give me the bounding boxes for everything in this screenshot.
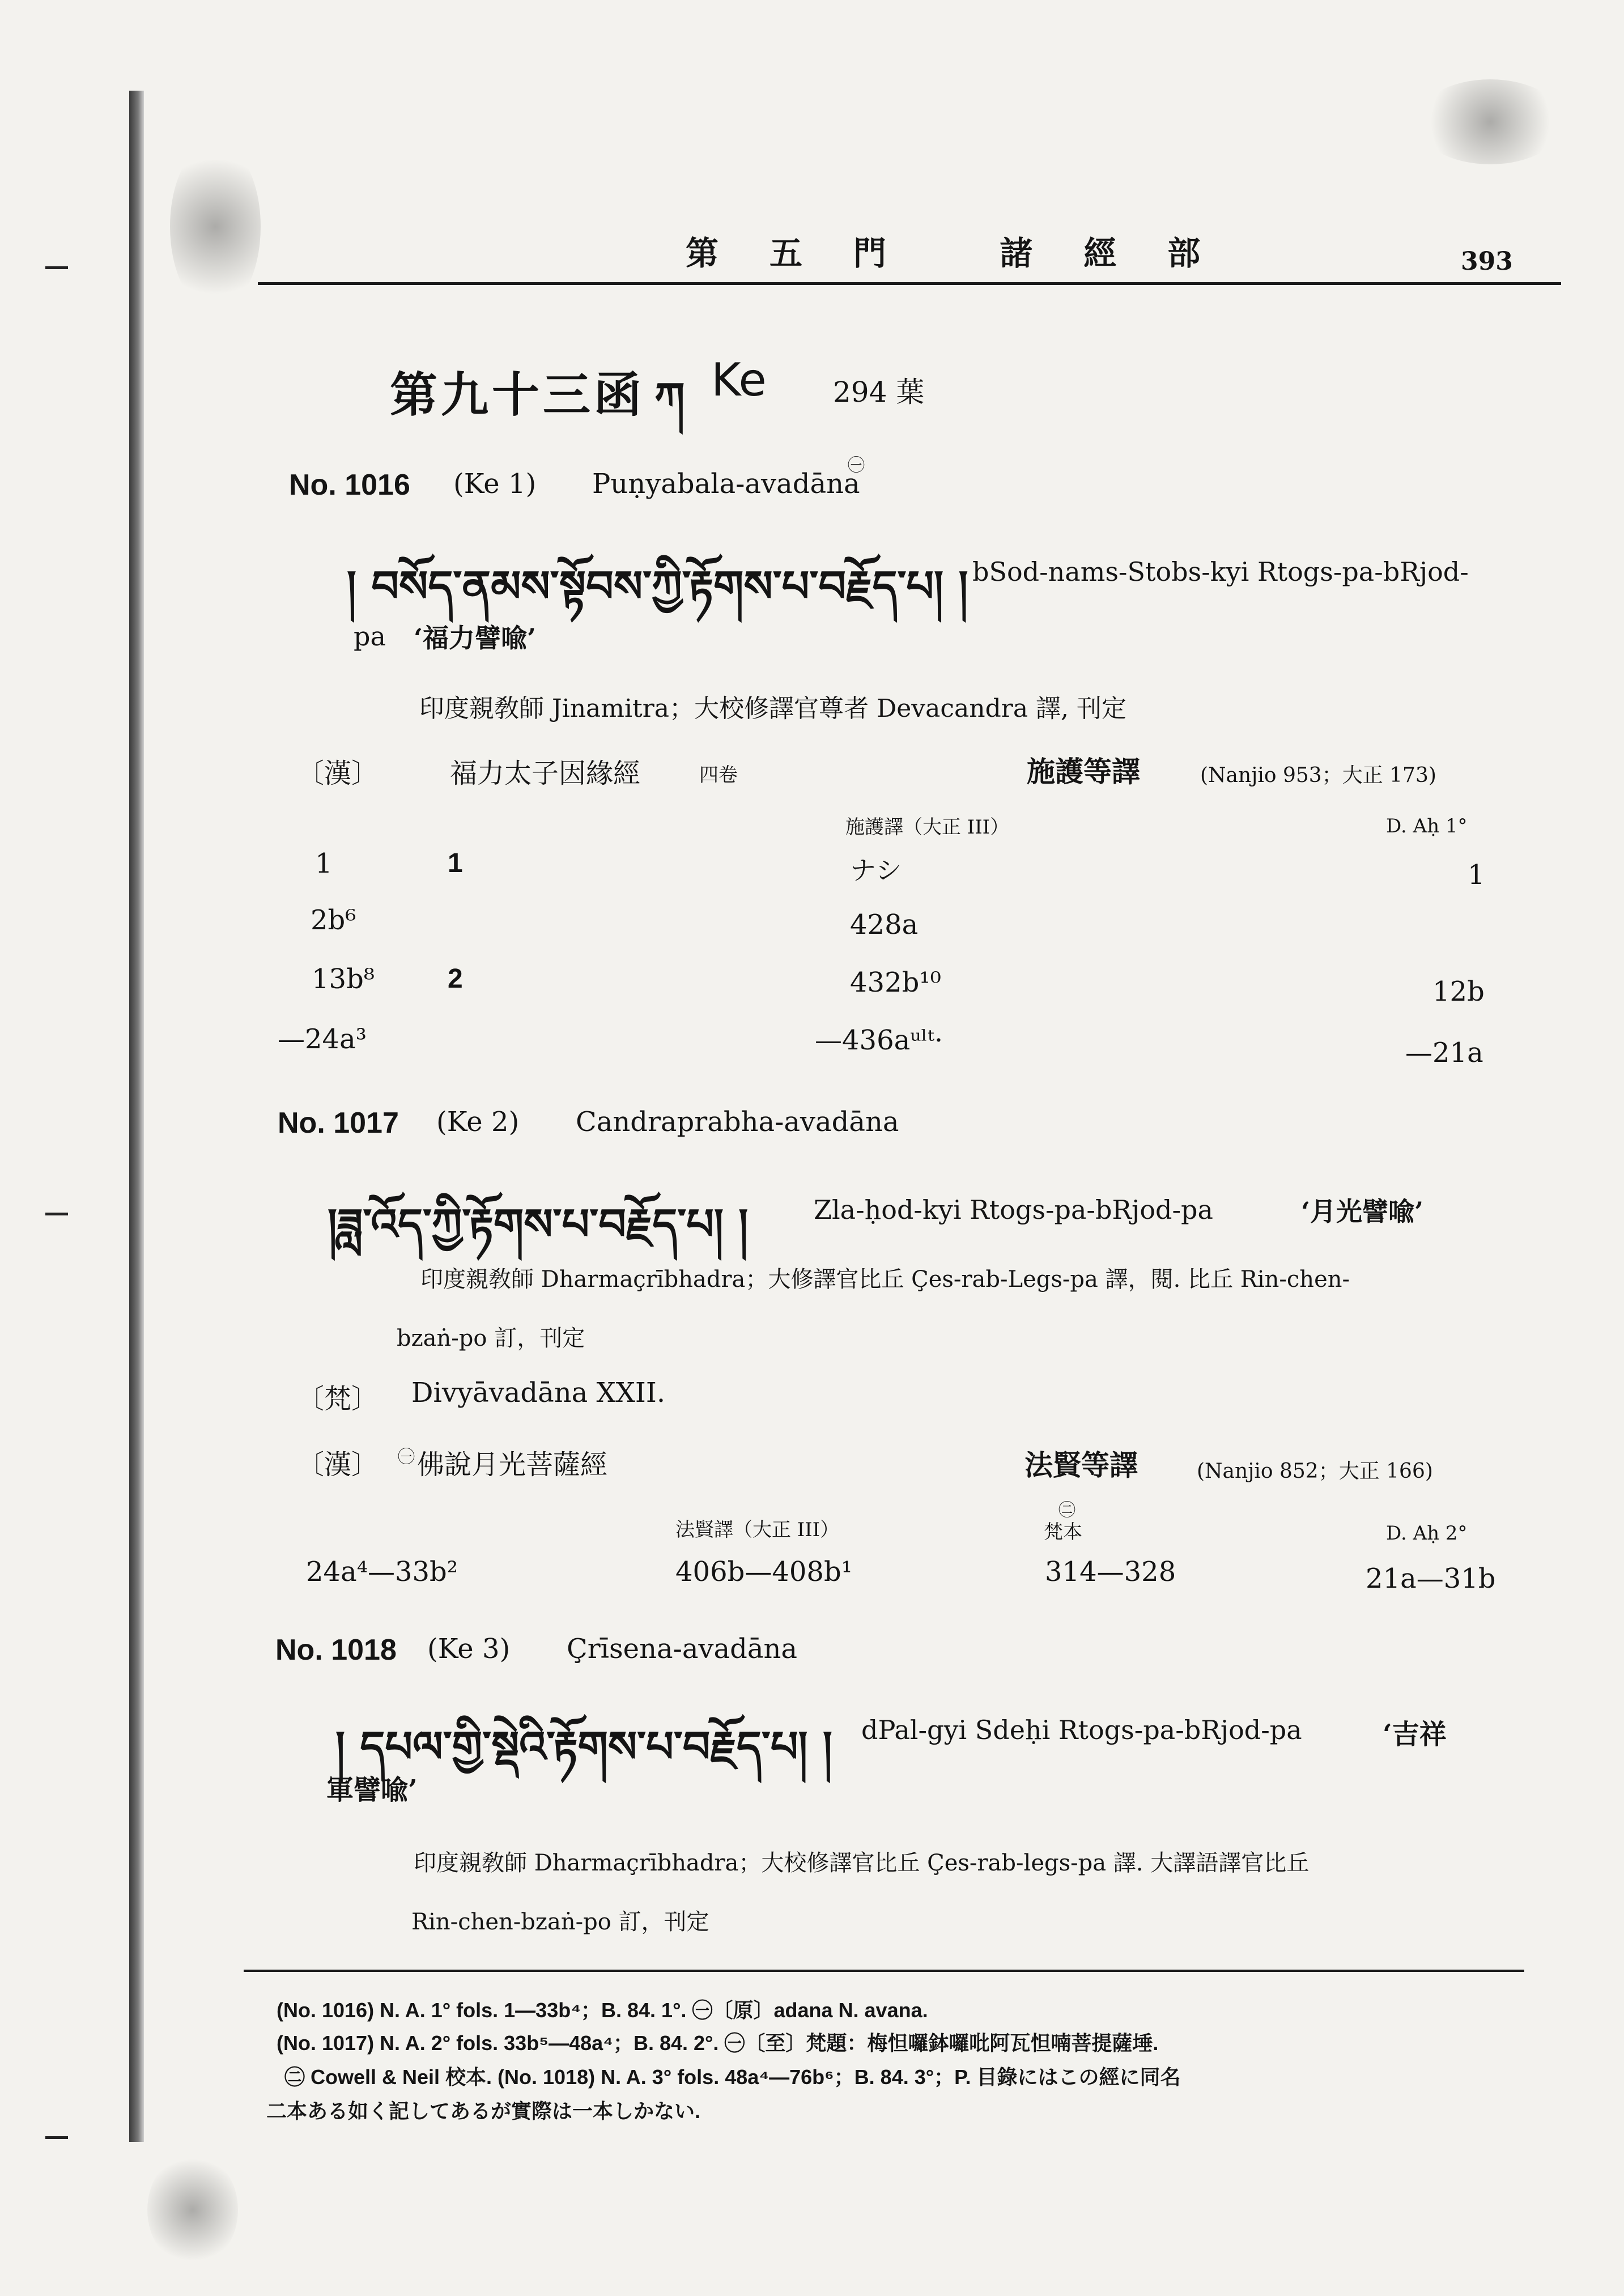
note-mark: ㊀ bbox=[848, 456, 865, 475]
note-mark: ㊁ bbox=[1058, 1500, 1075, 1520]
table-cell: 13b⁸ bbox=[312, 963, 375, 995]
entry-sanskrit-title: Çrīsena-avadāna bbox=[567, 1633, 798, 1665]
footnote-line: (No. 1016) N. A. 1° fols. 1—33b⁴；B. 84. 1°. ㊀〔原〕adana N. avana. bbox=[277, 1999, 928, 2022]
note-mark: ㊀ bbox=[398, 1447, 415, 1467]
col-head-sanskrit: 梵本 bbox=[1044, 1521, 1082, 1544]
margin-tick bbox=[45, 266, 68, 269]
footnote-line: (No. 1017) N. A. 2° fols. 33b⁵—48a⁴；B. 84. 2°. ㊀〔至〕梵題：梅怛囉鉢囉吡阿瓦怛喃菩提薩埵. bbox=[277, 2031, 1159, 2055]
col-head-derge: D. Aḥ 1° bbox=[1386, 815, 1468, 837]
entry-number: No. 1017 bbox=[278, 1107, 399, 1140]
col-head-chinese: 施護譯（大正 III） bbox=[845, 816, 1010, 839]
table-cell: 2 bbox=[448, 964, 463, 994]
entry-volume: (Ke 3) bbox=[427, 1633, 511, 1665]
table-cell: 2b⁶ bbox=[311, 904, 356, 936]
margin-tick bbox=[45, 2136, 68, 2139]
japanese-gloss: ‘吉祥 bbox=[1383, 1719, 1447, 1750]
case-title: 第九十三函 bbox=[390, 367, 645, 423]
page-number: 393 bbox=[1461, 247, 1513, 276]
table-cell: —436aᵘˡᵗ· bbox=[815, 1024, 943, 1056]
running-header: 第五門 諸經部 bbox=[686, 234, 1252, 273]
chinese-reference: (Nanjio 953；大正 173) bbox=[1200, 764, 1436, 787]
entry-volume: (Ke 2) bbox=[436, 1106, 520, 1138]
footnote-line: ㊁ Cowell & Neil 校本. (No. 1018) N. A. 3° fols. 48a⁴—76b⁶；B. 84. 3°；P. 目錄にはこの經に同名 bbox=[284, 2065, 1181, 2089]
table-cell: 314—328 bbox=[1045, 1556, 1176, 1588]
table-cell: 21a—31b bbox=[1366, 1563, 1496, 1595]
tibetan-title: །ཟླ་འོད་ཀྱི་རྟོགས་པ་བརྗོད་པ། ། bbox=[328, 1199, 749, 1249]
table-cell: 24a⁴—33b² bbox=[306, 1556, 458, 1588]
table-cell: 432b¹⁰ bbox=[850, 967, 941, 998]
translators: 印度親敎師 Dharmaçrībhadra；大校修譯官比丘 Çes-rab-legs-pa 譯. 大譯語譯官比丘 bbox=[414, 1850, 1310, 1876]
table-cell: 406b—408b¹ bbox=[675, 1556, 852, 1588]
table-cell: 12b bbox=[1432, 976, 1485, 1007]
tibetan-transliteration: bSod-nams-Stobs-kyi Rtogs-pa-bRjod- bbox=[972, 556, 1469, 587]
tibetan-title: ། དཔལ་གྱི་སྡེའི་རྟོགས་པ་བརྗོད་པ། ། bbox=[335, 1721, 832, 1772]
col-head-derge: D. Aḥ 2° bbox=[1386, 1522, 1468, 1545]
translators-cont: bzaṅ-po 訂，刊定 bbox=[397, 1325, 585, 1351]
sanskrit-tag: 〔梵〕 bbox=[297, 1383, 379, 1415]
tibetan-transliteration-cont: pa bbox=[354, 621, 386, 652]
margin-tick bbox=[45, 1213, 68, 1215]
page-binding-shadow bbox=[129, 91, 144, 2142]
chinese-tag: 〔漢〕 bbox=[297, 758, 379, 789]
entry-sanskrit-title: Candraprabha-avadāna bbox=[576, 1106, 899, 1138]
table-cell: ナシ bbox=[850, 855, 902, 886]
scan-noise bbox=[170, 142, 261, 312]
chinese-tag: 〔漢〕 bbox=[297, 1449, 379, 1481]
footnote-line: 二本ある如く記してあるが實際は一本しかない. bbox=[266, 2099, 701, 2123]
table-cell: 1 bbox=[315, 848, 333, 879]
japanese-gloss: ‘福力譬喩’ bbox=[414, 623, 537, 653]
chinese-translator: 施護等譯 bbox=[1027, 755, 1140, 788]
translators-cont: Rin-chen-bzaṅ-po 訂，刊定 bbox=[411, 1909, 709, 1935]
japanese-gloss-cont: 軍譬喩’ bbox=[326, 1774, 418, 1806]
chinese-translator: 法賢等譯 bbox=[1024, 1448, 1138, 1482]
col-head-chinese: 法賢譯（大正 III） bbox=[675, 1519, 840, 1541]
footnote-rule bbox=[244, 1970, 1524, 1972]
translators: 印度親敎師 Jinamitra；大校修譯官尊者 Devacandra 譯, 刊定 bbox=[419, 694, 1127, 723]
scan-noise bbox=[1417, 79, 1564, 164]
table-cell: —21a bbox=[1405, 1037, 1483, 1069]
chinese-volumes: 四卷 bbox=[699, 764, 738, 786]
case-letter-roman: Ke bbox=[711, 354, 767, 406]
chinese-title: 福力太子因緣經 bbox=[450, 758, 641, 789]
entry-number: No. 1016 bbox=[289, 469, 410, 501]
entry-volume: (Ke 1) bbox=[453, 468, 537, 500]
case-tibetan-letter: ཀ bbox=[654, 373, 685, 423]
table-cell: 1 bbox=[448, 848, 463, 878]
tibetan-transliteration: dPal-gyi Sdeḥi Rtogs-pa-bRjod-pa bbox=[861, 1715, 1302, 1745]
tibetan-transliteration: Zla-ḥod-kyi Rtogs-pa-bRjod-pa bbox=[814, 1194, 1213, 1225]
header-rule bbox=[258, 282, 1561, 285]
translators: 印度親敎師 Dharmaçrībhadra；大修譯官比丘 Çes-rab-Legs-pa 譯，閱. 比丘 Rin-chen- bbox=[420, 1266, 1350, 1292]
case-leaves: 294 葉 bbox=[833, 376, 925, 409]
chinese-reference: (Nanjio 852；大正 166) bbox=[1197, 1460, 1433, 1483]
entry-sanskrit-title: Puṇyabala-avadāna bbox=[592, 468, 860, 500]
japanese-gloss: ‘月光譬喩’ bbox=[1301, 1196, 1424, 1227]
tibetan-title: ། བསོད་ནམས་སྟོབས་ཀྱི་རྟོགས་པ་བརྗོད་པ། ། bbox=[347, 561, 968, 611]
chinese-title: 佛說月光菩薩經 bbox=[417, 1449, 608, 1481]
sanskrit-source: Divyāvadāna XXII. bbox=[411, 1377, 666, 1409]
scan-noise bbox=[147, 2153, 238, 2267]
entry-number: No. 1018 bbox=[275, 1634, 397, 1666]
table-cell: —24a³ bbox=[278, 1023, 367, 1055]
table-cell: 428a bbox=[850, 909, 919, 941]
table-cell: 1 bbox=[1468, 859, 1485, 891]
